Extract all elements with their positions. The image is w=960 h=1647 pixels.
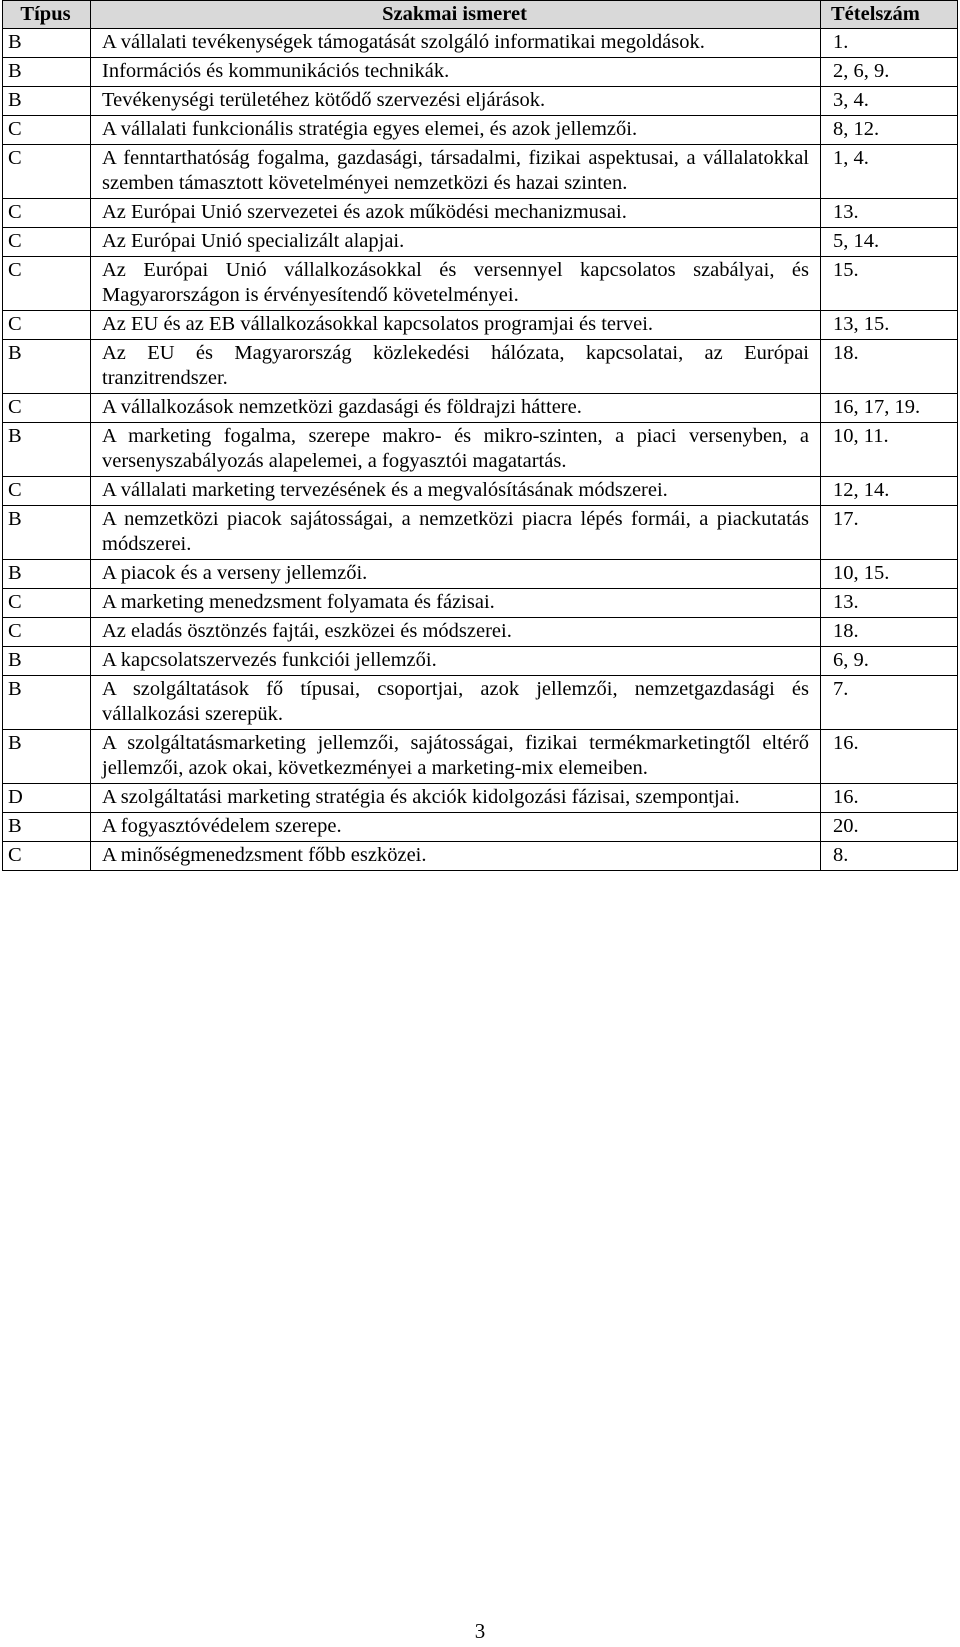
table-row [3,506,958,560]
cell-type: C [3,311,91,340]
table-row [3,589,958,618]
cell-knowledge: Az Európai Unió vállalkozásokkal és versennyel kapcsolatos szabályai, és Magyarországon is érvényesítendő követelményei. [91,257,821,311]
cell-knowledge: A vállalati marketing tervezésének és a megvalósításának módszerei. [91,477,821,506]
cell-item-numbers: 8. [821,842,958,871]
cell-knowledge: Információs és kommunikációs technikák. [91,58,821,87]
cell-knowledge: Az EU és Magyarország közlekedési hálózata, kapcsolatai, az Európai tranzitrendszer. [91,340,821,394]
cell-type: B [3,423,91,477]
cell-item-numbers: 8, 12. [821,116,958,145]
cell-item-numbers: 17. [821,506,958,560]
table-header [3,1,958,29]
table-row [3,784,958,813]
table-row [3,842,958,871]
cell-item-numbers: 16. [821,730,958,784]
cell-knowledge: A fenntarthatóság fogalma, gazdasági, társadalmi, fizikai aspektusai, a vállalatokkal szemben támasztott követelményei nemzetközi és hazai szinten. [91,145,821,199]
header-knowledge: Szakmai ismeret [91,1,821,29]
cell-item-numbers: 1. [821,29,958,58]
cell-knowledge: Az Európai Unió szervezetei és azok működési mechanizmusai. [91,199,821,228]
table-row [3,618,958,647]
cell-type: B [3,730,91,784]
cell-type: B [3,560,91,589]
cell-knowledge: A fogyasztóvédelem szerepe. [91,813,821,842]
cell-knowledge: A vállalkozások nemzetközi gazdasági és földrajzi háttere. [91,394,821,423]
cell-item-numbers: 15. [821,257,958,311]
table-row [3,199,958,228]
table-row [3,29,958,58]
cell-type: C [3,394,91,423]
cell-knowledge: A minőségmenedzsment főbb eszközei. [91,842,821,871]
cell-type: C [3,145,91,199]
cell-item-numbers: 3, 4. [821,87,958,116]
cell-knowledge: A szolgáltatási marketing stratégia és akciók kidolgozási fázisai, szempontjai. [91,784,821,813]
cell-type: C [3,199,91,228]
page-number: 3 [474,1619,486,1643]
cell-type: C [3,842,91,871]
cell-item-numbers: 1, 4. [821,145,958,199]
cell-knowledge: Az eladás ösztönzés fajtái, eszközei és módszerei. [91,618,821,647]
cell-item-numbers: 5, 14. [821,228,958,257]
table-row [3,87,958,116]
cell-item-numbers: 12, 14. [821,477,958,506]
cell-type: B [3,87,91,116]
table-row [3,58,958,87]
table-row [3,560,958,589]
table-row [3,477,958,506]
topics-table [2,0,958,871]
cell-type: D [3,784,91,813]
document-page [2,0,957,871]
cell-knowledge: A piacok és a verseny jellemzői. [91,560,821,589]
cell-item-numbers: 10, 11. [821,423,958,477]
table-body [3,29,958,871]
cell-item-numbers: 18. [821,340,958,394]
cell-type: C [3,618,91,647]
cell-type: C [3,228,91,257]
cell-item-numbers: 18. [821,618,958,647]
table-row [3,813,958,842]
table-row [3,116,958,145]
header-row [3,1,958,29]
header-type: Típus [3,1,91,29]
cell-item-numbers: 6, 9. [821,647,958,676]
cell-type: C [3,477,91,506]
cell-knowledge: A vállalati tevékenységek támogatását szolgáló informatikai megoldások. [91,29,821,58]
cell-knowledge: A marketing menedzsment folyamata és fázisai. [91,589,821,618]
cell-knowledge: A szolgáltatások fő típusai, csoportjai, azok jellemzői, nemzetgazdasági és vállalkozási szerepük. [91,676,821,730]
cell-item-numbers: 7. [821,676,958,730]
table-row [3,647,958,676]
cell-type: B [3,506,91,560]
cell-type: B [3,676,91,730]
cell-type: B [3,340,91,394]
cell-knowledge: A szolgáltatásmarketing jellemzői, sajátosságai, fizikai termékmarketingtől eltérő jellemzői, azok okai, következményei a marketing-mix elemeiben. [91,730,821,784]
cell-item-numbers: 16, 17, 19. [821,394,958,423]
cell-item-numbers: 13, 15. [821,311,958,340]
cell-knowledge: Az Európai Unió specializált alapjai. [91,228,821,257]
cell-item-numbers: 13. [821,589,958,618]
cell-type: B [3,813,91,842]
cell-type: B [3,58,91,87]
header-item-numbers: Tételszám [821,1,958,29]
cell-item-numbers: 20. [821,813,958,842]
cell-type: C [3,116,91,145]
cell-type: B [3,29,91,58]
table-row [3,257,958,311]
cell-type: C [3,257,91,311]
cell-item-numbers: 10, 15. [821,560,958,589]
table-row [3,676,958,730]
table-row [3,145,958,199]
cell-item-numbers: 2, 6, 9. [821,58,958,87]
cell-knowledge: Az EU és az EB vállalkozásokkal kapcsolatos programjai és tervei. [91,311,821,340]
table-row [3,394,958,423]
cell-item-numbers: 16. [821,784,958,813]
cell-knowledge: A nemzetközi piacok sajátosságai, a nemzetközi piacra lépés formái, a piackutatás módszerei. [91,506,821,560]
cell-type: B [3,647,91,676]
table-row [3,228,958,257]
cell-knowledge: A kapcsolatszervezés funkciói jellemzői. [91,647,821,676]
cell-type: C [3,589,91,618]
table-row [3,730,958,784]
table-row [3,340,958,394]
cell-item-numbers: 13. [821,199,958,228]
cell-knowledge: A marketing fogalma, szerepe makro- és mikro-szinten, a piaci versenyben, a versenyszabályozás alapelemei, a fogyasztói magatartás. [91,423,821,477]
table-row [3,311,958,340]
cell-knowledge: Tevékenységi területéhez kötődő szervezési eljárások. [91,87,821,116]
table-row [3,423,958,477]
cell-knowledge: A vállalati funkcionális stratégia egyes elemei, és azok jellemzői. [91,116,821,145]
